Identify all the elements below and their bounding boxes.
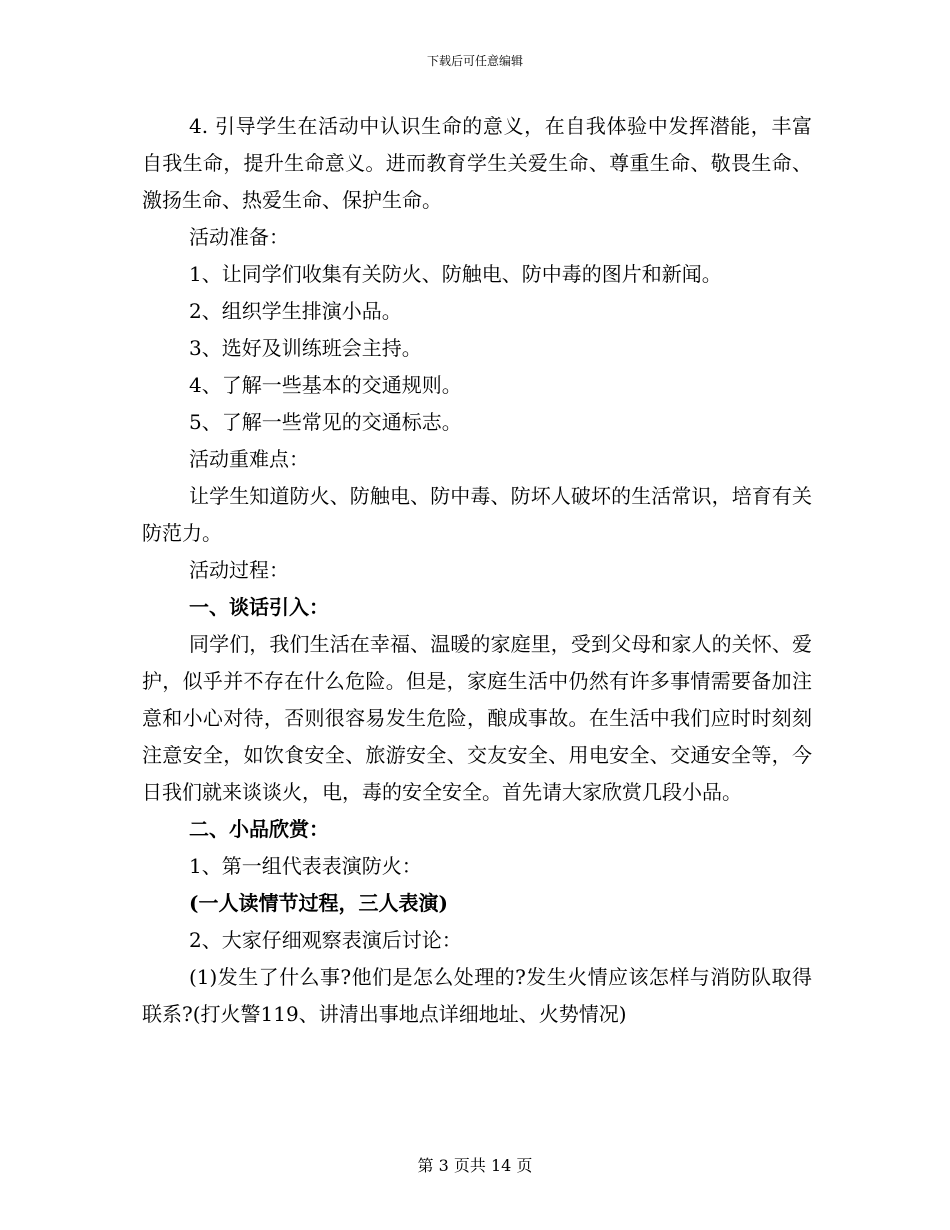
section-heading-skit: 二、小品欣赏： [189,817,329,841]
discussion-question-1: (1)发生了什么事?他们是怎么处理的?发生火情应该怎样与消防队取得联系?(打火警119、讲清出事地点详细地址、火势情况) [142,965,812,1026]
page-header: 下载后可任意编辑 [426,54,523,68]
list-item-skit-2: 2、大家仔细观察表演后讨论： [189,928,462,952]
list-item-prep-5: 5、了解一些常见的交通标志。 [189,410,462,434]
section-heading-intro: 一、谈话引入： [189,595,329,619]
page-footer: 第 3 页共 14 页 [417,1156,533,1175]
heading-key-points: 活动重难点： [189,447,309,471]
note-skit-roles: (一人读情节过程，三人表演) [189,891,448,915]
document-body [142,108,812,1033]
list-item-prep-1: 1、让同学们收集有关防火、防触电、防中毒的图片和新闻。 [189,262,722,286]
heading-preparation: 活动准备： [189,225,289,249]
list-item-skit-1: 1、第一组代表表演防火： [189,854,422,878]
heading-process: 活动过程： [189,558,289,582]
list-item-prep-2: 2、组织学生排演小品。 [189,299,402,323]
list-item-prep-4: 4、了解一些基本的交通规则。 [189,373,462,397]
paragraph-goal-4: 4. 引导学生在活动中认识生命的意义，在自我体验中发挥潜能，丰富自我生命，提升生命意义。进而教育学生关爱生命、尊重生命、敬畏生命、激扬生命、热爱生命、保护生命。 [142,114,812,212]
paragraph-key-points: 让学生知道防火、防触电、防中毒、防坏人破坏的生活常识，培育有关防范力。 [142,484,812,545]
paragraph-intro: 同学们，我们生活在幸福、温暖的家庭里，受到父母和家人的关怀、爱护，似乎并不存在什么危险。但是，家庭生活中仍然有许多事情需要备加注意和小心对待，否则很容易发生危险，酿成事故。在生活中我们应时时刻刻注意安全，如饮食安全、旅游安全、交友安全、用电安全、交通安全等，今日我们就来谈谈火，电，毒的安全安全。首先请大家欣赏几段小品。 [142,632,812,804]
list-item-prep-3: 3、选好及训练班会主持。 [189,336,422,360]
